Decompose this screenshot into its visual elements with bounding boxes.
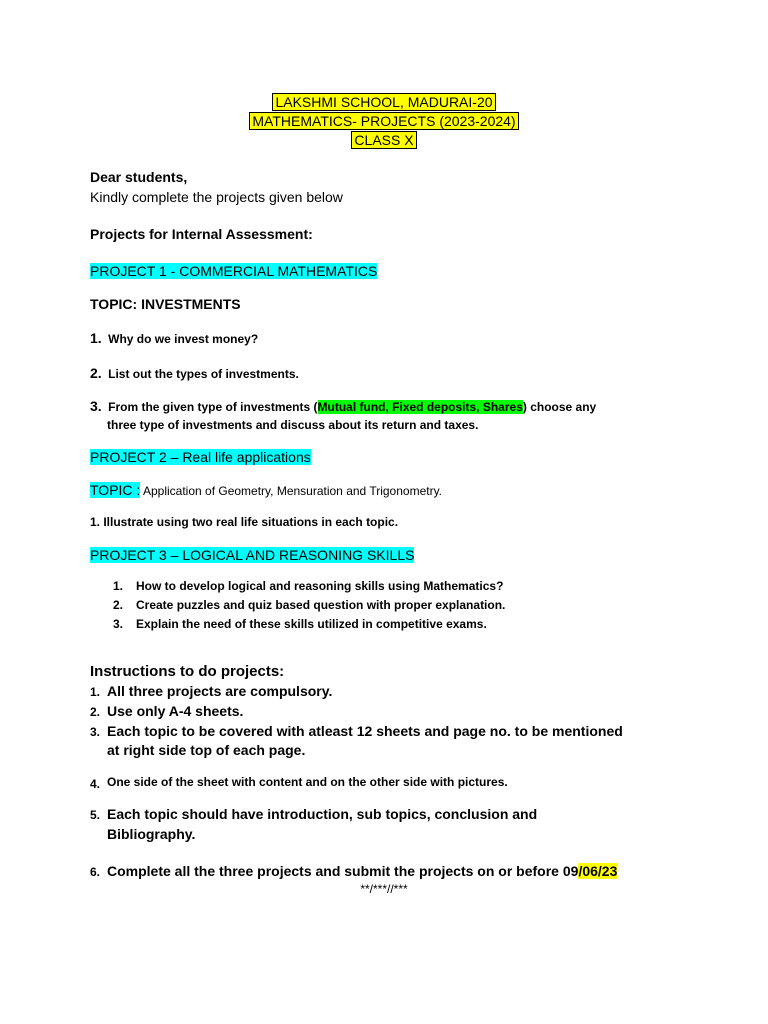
list-number: 3.: [113, 617, 124, 631]
list-text: List out the types of investments.: [108, 367, 299, 381]
list-text: Each topic to be covered with atleast 12 sheets and page no. to be mentioned: [107, 723, 623, 739]
project3-title: PROJECT 3 – LOGICAL AND REASONING SKILLS: [90, 547, 415, 563]
list-text: Create puzzles and quiz based question with proper explanation.: [136, 598, 506, 612]
topic-label: TOPIC :: [90, 482, 141, 498]
topic-text: Application of Geometry, Mensuration and Trigonometry.: [140, 484, 443, 498]
document-title: MATHEMATICS- PROJECTS (2023-2024): [0, 113, 768, 131]
list-text-continued: at right side top of each page.: [107, 742, 306, 758]
list-item: [90, 863, 618, 881]
highlighted-investments: Mutual fund, Fixed deposits, Shares: [317, 400, 523, 414]
list-item: [113, 617, 487, 631]
list-text: Complete all the three projects and submit the projects on or before 09/06/23: [107, 863, 618, 879]
footer-separator: **/***//***: [360, 882, 408, 896]
instructions-heading: Instructions to do projects:: [90, 663, 285, 680]
highlighted-date: /06/23: [578, 863, 618, 879]
list-text-continued: three type of investments and discuss about its return and taxes.: [107, 418, 479, 432]
list-number: 2.: [90, 705, 101, 719]
list-text: All three projects are compulsory.: [107, 683, 333, 699]
list-number: 5.: [90, 808, 101, 822]
project2-topic: [90, 482, 442, 500]
list-item: [90, 723, 623, 741]
project1-title: PROJECT 1 - COMMERCIAL MATHEMATICS: [90, 263, 378, 279]
list-text: Each topic should have introduction, sub topics, conclusion and: [107, 806, 538, 822]
list-item: [113, 579, 504, 593]
list-item: [90, 703, 244, 721]
list-number: 1.: [90, 685, 101, 699]
project2-title: PROJECT 2 – Real life applications: [90, 449, 311, 465]
list-number: 4.: [90, 777, 101, 791]
list-item: [113, 598, 506, 612]
list-number: 6.: [90, 865, 101, 879]
list-number: 1.: [113, 579, 124, 593]
list-item: [90, 806, 538, 824]
list-text: From the given type of investments (: [108, 400, 318, 414]
intro-text: Kindly complete the projects given below: [90, 189, 343, 205]
list-number: 2.: [90, 365, 102, 381]
greeting: Dear students,: [90, 169, 188, 185]
list-item: [90, 775, 508, 793]
list-text: How to develop logical and reasoning skills using Mathematics?: [136, 579, 504, 593]
list-text: Use only A-4 sheets.: [107, 703, 244, 719]
list-number: 2.: [113, 598, 124, 612]
school-name: LAKSHMI SCHOOL, MADURAI-20: [0, 94, 768, 112]
list-number: 3.: [90, 398, 102, 414]
list-text: Explain the need of these skills utilized in competitive exams.: [136, 617, 487, 631]
list-text-continued: Bibliography.: [107, 826, 196, 842]
list-item: [90, 330, 258, 348]
class-label: CLASS X: [0, 132, 768, 150]
list-item: [90, 683, 333, 701]
list-item: 3. From the given type of investments (Mutual fund, Fixed deposits, Shares) choose any: [90, 398, 597, 414]
list-number: 1.: [90, 330, 102, 346]
list-text: One side of the sheet with content and on the other side with pictures.: [107, 775, 508, 789]
list-text: Why do we invest money?: [108, 332, 259, 346]
list-item: [90, 365, 299, 383]
list-number: 3.: [90, 725, 101, 739]
project2-item: 1. Illustrate using two real life situations in each topic.: [90, 515, 399, 529]
section-heading: Projects for Internal Assessment:: [90, 226, 313, 242]
project1-topic: TOPIC: INVESTMENTS: [90, 296, 241, 312]
